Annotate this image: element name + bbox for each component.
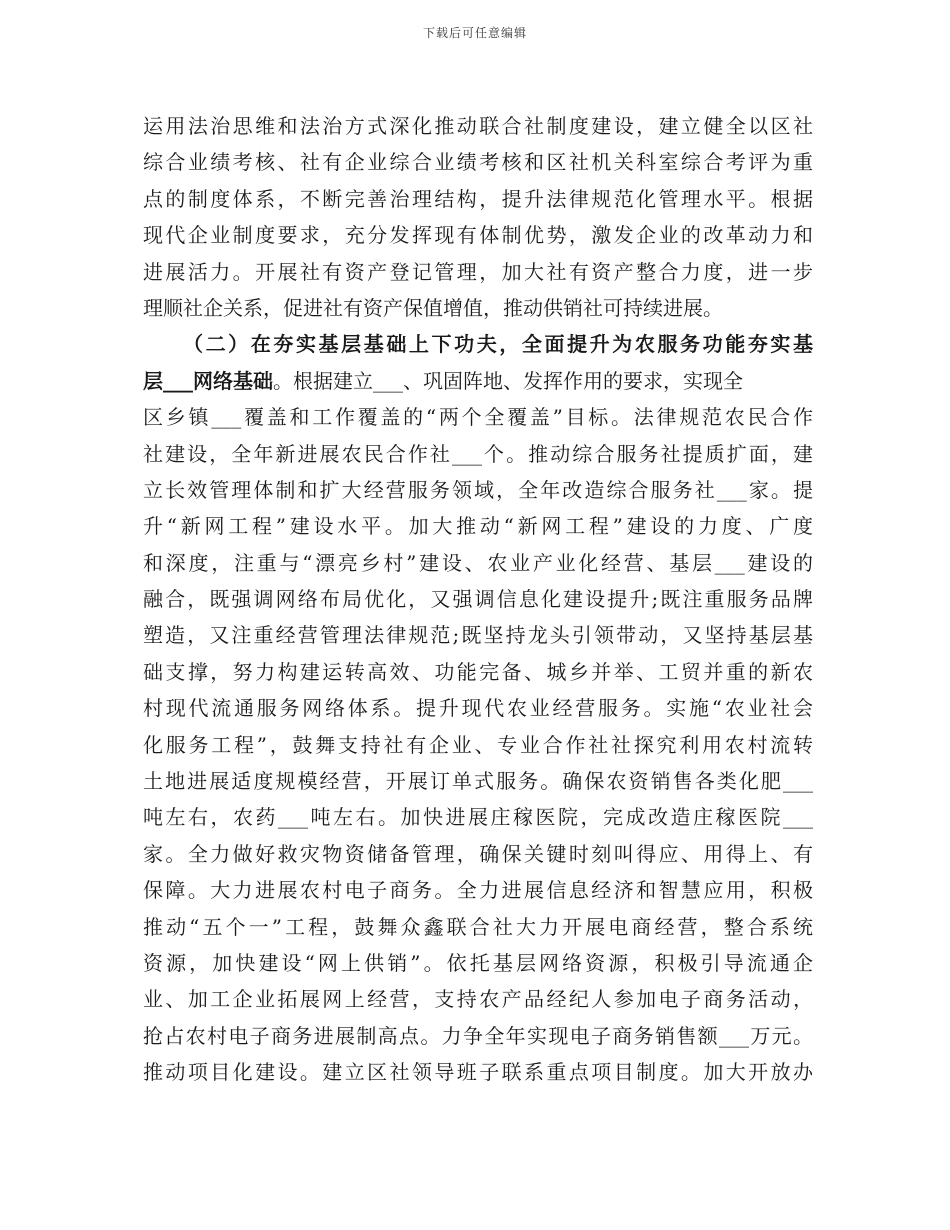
section-heading-tail: 层___网络基础	[143, 368, 273, 393]
paragraph-line: 现代企业制度要求，充分发挥现有体制优势，激发企业的改革动力和	[143, 223, 813, 248]
paragraph-line: 社建设，全年新进展农民合作社___个。推动综合服务社提质扩面，建	[143, 441, 813, 466]
paragraph-line: 础支撑，努力构建运转高效、功能完备、城乡并举、工贸并重的新农	[143, 659, 813, 684]
paragraph-line: 业、加工企业拓展网上经营，支持农产品经纪人参加电子商务活动，	[143, 987, 813, 1012]
paragraph-line: 融合，既强调网络布局优化，又强调信息化建设提升;既注重服务品牌	[143, 587, 813, 612]
section-heading-continuation	[143, 363, 813, 399]
paragraph-line: 家。全力做好救灾物资储备管理，确保关键时刻叫得应、用得上、有	[143, 841, 813, 866]
section-heading: （二）在夯实基层基础上下功夫，全面提升为农服务功能夯实基	[183, 332, 813, 357]
paragraph-line: 资源，加快建设“网上供销”。依托基层网络资源，积极引导流通企	[143, 950, 813, 975]
paragraph-line: 推动“五个一”工程，鼓舞众鑫联合社大力开展电商经营，整合系统	[143, 914, 813, 939]
paragraph-line: 土地进展适度规模经营，开展订单式服务。确保农资销售各类化肥___	[143, 769, 813, 794]
paragraph-line: 运用法治思维和法治方式深化推动联合社制度建设，建立健全以区社	[143, 114, 813, 138]
paragraph-line: 进展活力。开展社有资产登记管理，加大社有资产整合力度，进一步	[143, 259, 813, 284]
paragraph-line: 综合业绩考核、社有企业综合业绩考核和区社机关科室综合考评为重	[143, 150, 813, 175]
paragraph-line: 村现代流通服务网络体系。提升现代农业经营服务。实施“农业社会	[143, 696, 813, 721]
paragraph-line: 推动项目化建设。建立区社领导班子联系重点项目制度。加大开放办	[143, 1060, 813, 1085]
body-text	[143, 108, 813, 1091]
paragraph-line: 和深度，注重与“漂亮乡村”建设、农业产业化经营、基层___建设的	[143, 550, 813, 575]
paragraph-line: 保障。大力进展农村电子商务。全力进展信息经济和智慧应用，积极	[143, 878, 813, 903]
paragraph-line: 区乡镇___覆盖和工作覆盖的“两个全覆盖”目标。法律规范农民合作	[143, 405, 813, 430]
paragraph-line: 理顺社企关系，促进社有资产保值增值，推动供销社可持续进展。	[143, 295, 723, 320]
paragraph-text: 。根据建立___、巩固阵地、发挥作用的要求，实现全	[273, 368, 743, 393]
paragraph-line: 立长效管理体制和扩大经营服务领域，全年改造综合服务社___家。提	[143, 477, 813, 502]
paragraph-line: 点的制度体系，不断完善治理结构，提升法律规范化管理水平。根据	[143, 186, 813, 211]
paragraph-line: 吨左右，农药___吨左右。加快进展庄稼医院，完成改造庄稼医院___	[143, 805, 813, 830]
paragraph-line: 化服务工程”，鼓舞支持社有企业、专业合作社社探究利用农村流转	[143, 732, 813, 757]
paragraph-line: 升“新网工程”建设水平。加大推动“新网工程”建设的力度、广度	[143, 514, 813, 539]
paragraph-line: 抢占农村电子商务进展制高点。力争全年实现电子商务销售额___万元。	[143, 1023, 813, 1048]
paragraph-line: 塑造，又注重经营管理法律规范;既坚持龙头引领带动，又坚持基层基	[143, 623, 813, 648]
page-header-note: 下载后可任意编辑	[422, 26, 527, 40]
